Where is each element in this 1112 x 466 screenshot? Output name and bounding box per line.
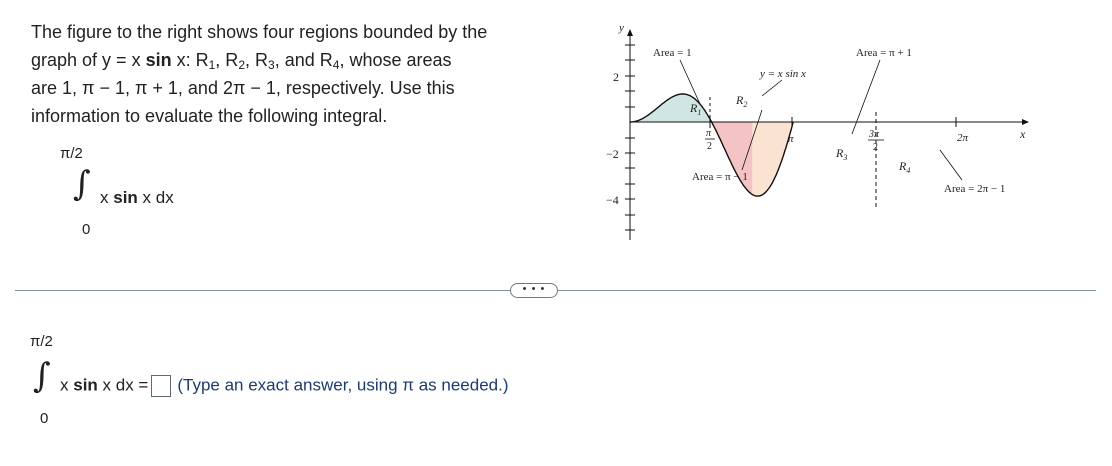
label-r4-r: R [899, 159, 907, 173]
y-tick-neg2: −2 [606, 147, 619, 161]
answer-integral-sign: ∫ [33, 356, 51, 396]
sin-text: sin [145, 50, 172, 70]
curve-label-leader [762, 80, 782, 96]
figure-graph [590, 10, 1050, 245]
area-leader-r4 [940, 150, 962, 180]
problem-line-2-suffix: , whose areas [339, 50, 452, 70]
region-sub-3: 3 [268, 58, 275, 72]
answer-upper-limit: π/2 [30, 333, 53, 350]
label-r1-sub: 1 [697, 108, 702, 117]
integral-upper-limit: π/2 [60, 145, 83, 162]
label-r2-r: R [736, 93, 744, 107]
more-button[interactable]: • • • [510, 283, 558, 298]
answer-integrand-suffix: x dx = [97, 375, 149, 395]
x-axis-label: x [1020, 127, 1026, 141]
label-r4-sub: 4 [906, 166, 911, 175]
problem-line-2 [31, 46, 561, 74]
answer-integrand-sin: sin [73, 375, 98, 395]
label-r2-sub: 2 [743, 100, 748, 109]
label-r3-sub: 3 [843, 153, 848, 162]
area-label-r2: Area = π − 1 [692, 171, 748, 183]
x-tick-pi-over-2-den: 2 [707, 141, 712, 152]
x-tick-pi-over-2-num: π [706, 128, 712, 139]
problem-line-3: are 1, π − 1, π + 1, and 2π − 1, respectively. Use this [31, 78, 455, 98]
answer-lower-limit: 0 [40, 410, 49, 427]
integrand-suffix: x dx [137, 188, 174, 207]
region-sub-1: 1 [208, 58, 216, 72]
answer-integrand-prefix: x [60, 375, 74, 395]
curve-label: y = x sin x [760, 68, 806, 80]
y-tick-neg4: −4 [606, 193, 619, 207]
label-r2 [735, 93, 747, 109]
label-r3 [835, 146, 847, 162]
area-label-r3: Area = π + 1 [856, 47, 912, 59]
sep-1: , R [215, 50, 239, 70]
x-tick-3pi-over-2-den: 2 [873, 142, 878, 153]
x-tick-2pi: 2π [957, 132, 969, 144]
problem-line-2-text: graph of y = x [31, 50, 146, 70]
problem-statement [31, 18, 561, 130]
area-label-r4: Area = 2π − 1 [944, 183, 1006, 195]
label-r3-r: R [836, 146, 844, 160]
label-r1-r: R [690, 101, 698, 115]
x-tick-3pi-over-2-num: 3π [869, 129, 880, 140]
integrand [100, 188, 174, 208]
x-tick-pi: π [788, 133, 794, 145]
problem-line-2-mid: x: R [171, 50, 209, 70]
region-sub-2: 2 [238, 58, 245, 72]
answer-hint: (Type an exact answer, using π as needed.) [177, 375, 509, 395]
problem-line-4: information to evaluate the following integral. [31, 106, 388, 126]
label-r4 [898, 159, 910, 175]
y-axis-label: y [619, 22, 624, 34]
answer-input[interactable] [151, 375, 171, 397]
sep-3: , and R [274, 50, 333, 70]
region-sub-4: 4 [332, 58, 340, 72]
integral-lower-limit: 0 [82, 221, 91, 238]
area-label-r1: Area = 1 [653, 47, 692, 59]
y-tick-2: 2 [613, 70, 619, 84]
sep-2: , R [245, 50, 269, 70]
problem-line-1: The figure to the right shows four regions bounded by the [31, 22, 488, 42]
integral-sign: ∫ [73, 164, 91, 204]
integrand-sin: sin [113, 188, 138, 207]
answer-row [60, 375, 509, 397]
integrand-prefix: x [100, 188, 114, 207]
